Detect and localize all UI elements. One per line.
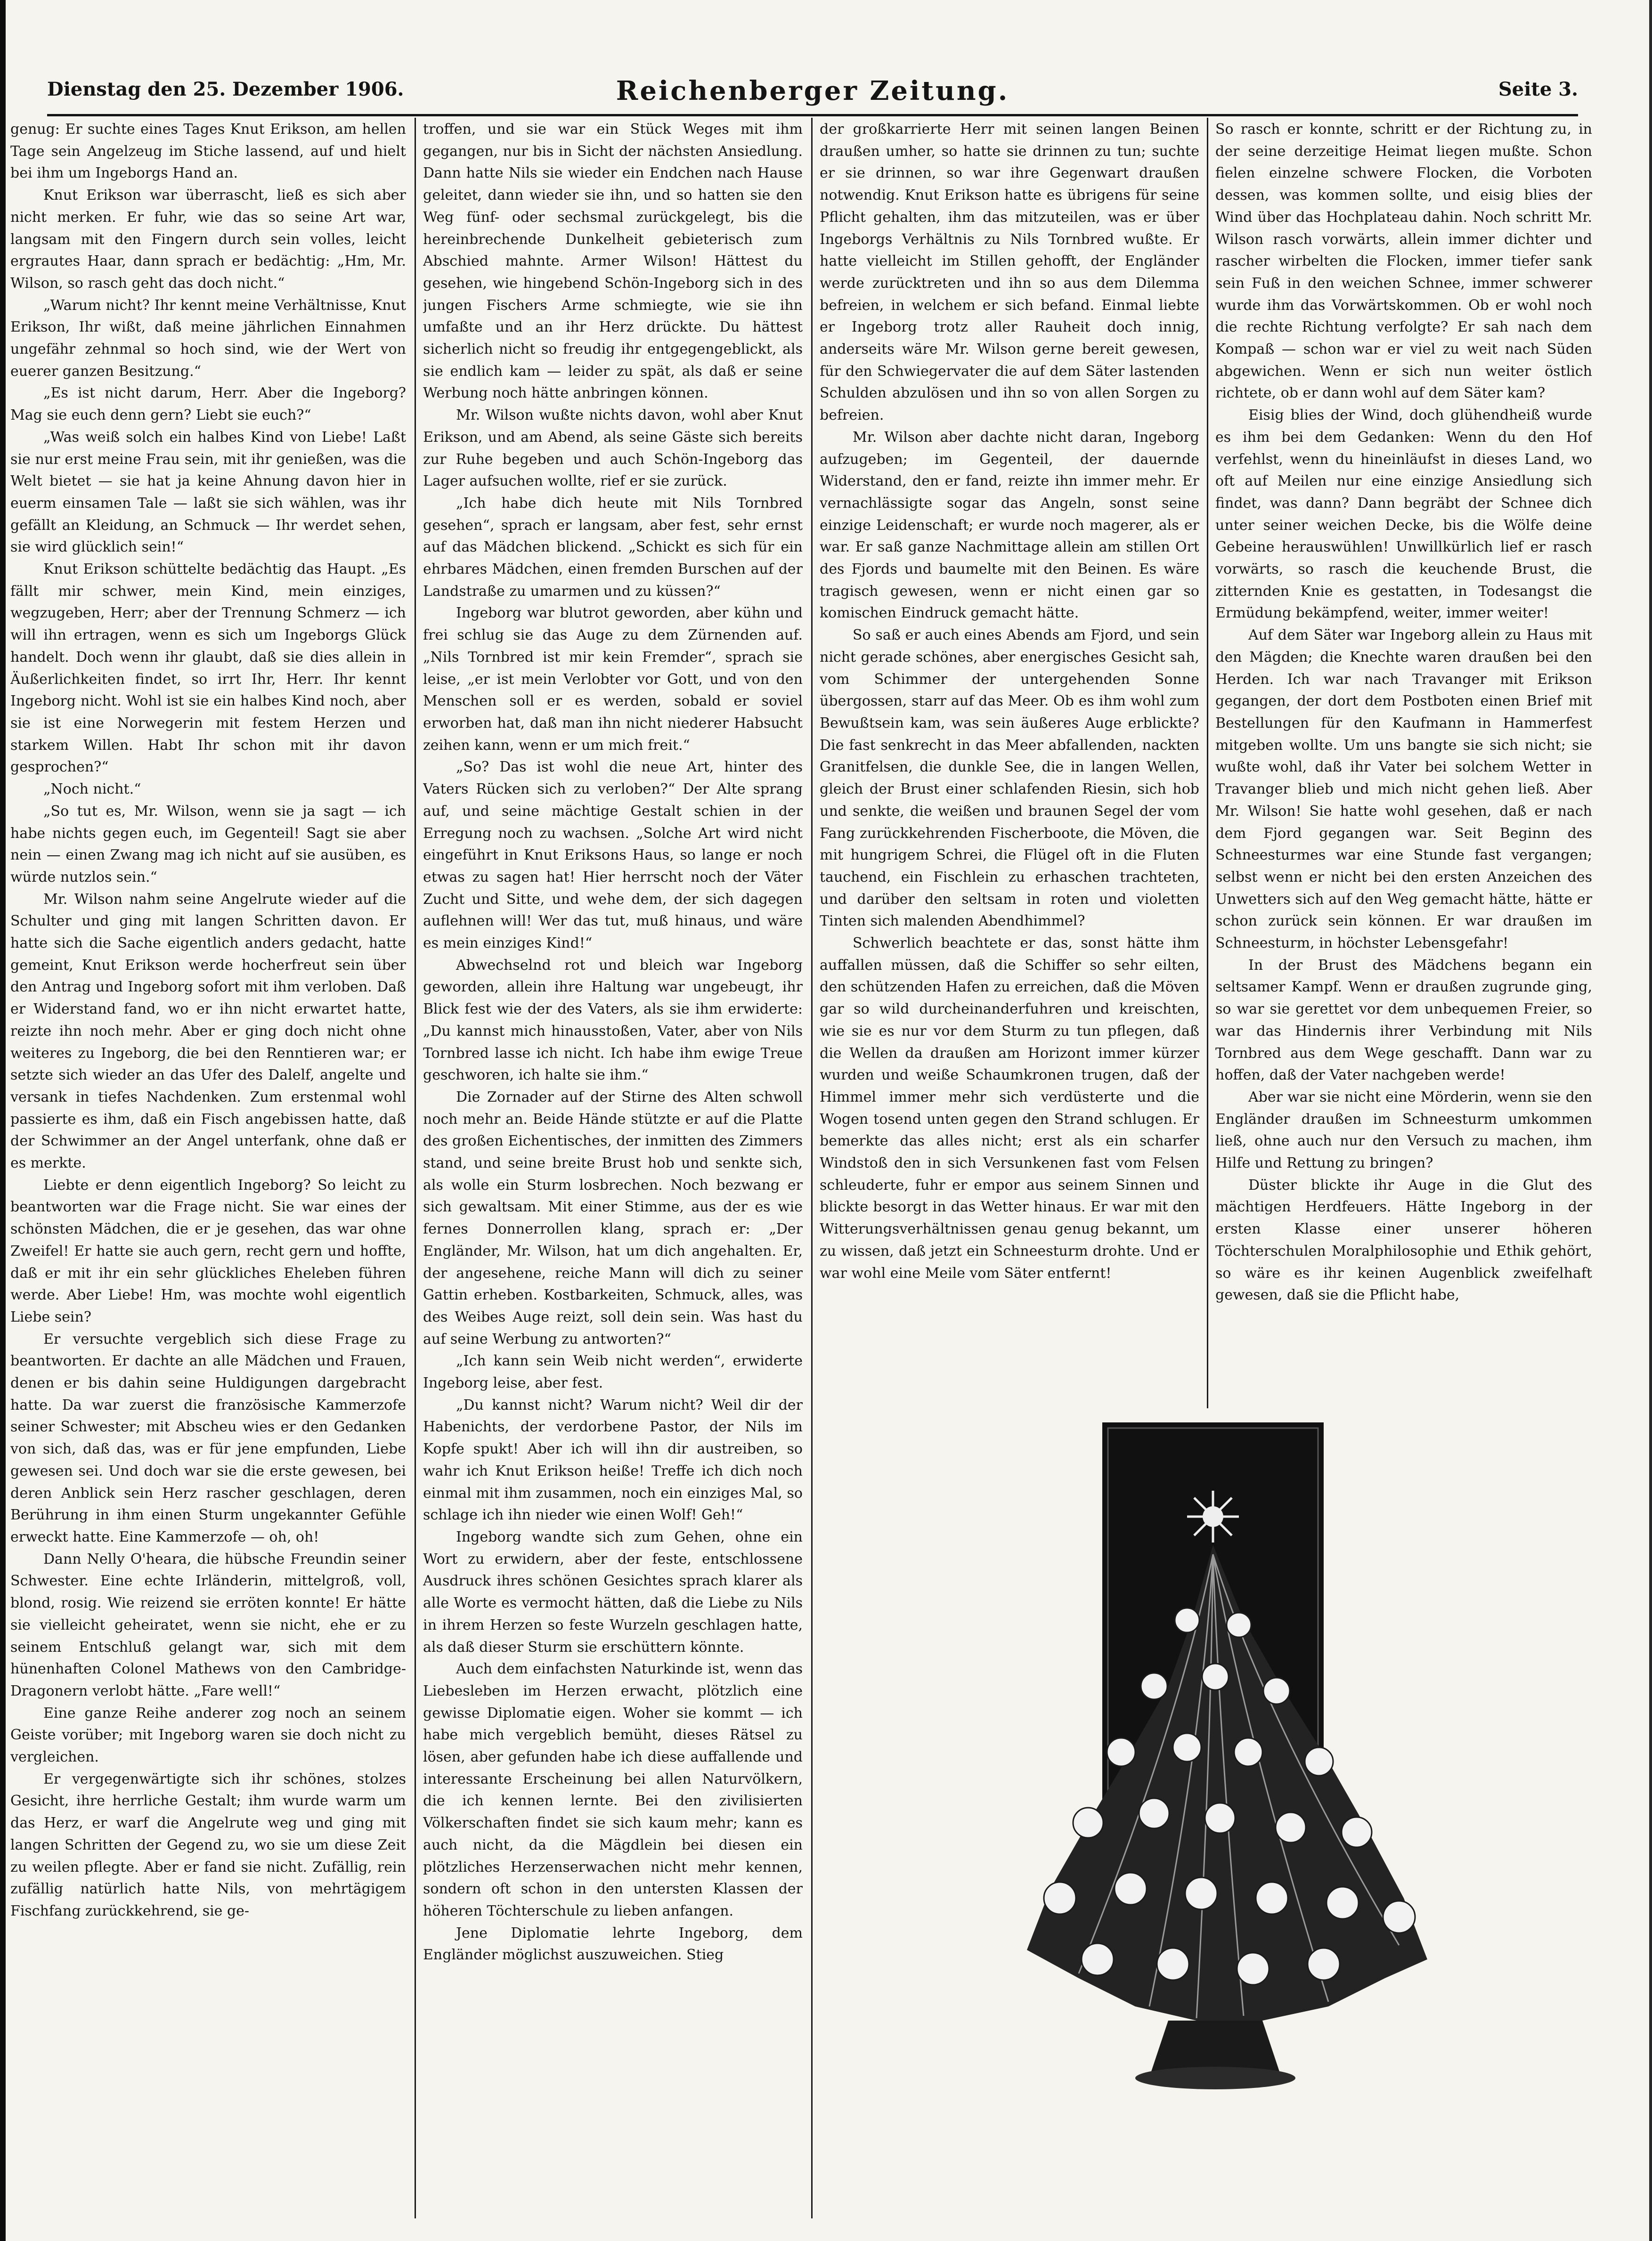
paragraph: Auf dem Säter war Ingeborg allein zu Haus mit den Mägden; die Knechte waren draußen bei den Herden. Ich war nach Travanger mit Erikson gegangen, der dort dem Postboten einen Brief mit Bestellungen für den Kaufmann in Hammerfest mitgeben wollte. Um uns bangte sie sich nicht; sie wußte wohl, daß ihr Vater bei solchem Wetter in Travanger blieb und mich nicht gehen ließ. Aber Mr. Wilson! Sie hatte wohl gesehen, daß er nach dem Fjord gegangen war. Seit Beginn des Schneesturmes war eine Stunde fast vergangen; selbst wenn er nicht bei den ersten Anzeichen des Unwetters sich auf den Weg gemacht hätte, hätte er schon zurück sein können. Er war draußen im Schneesturm, in höchster Lebensgefahr! <box>1215 627 1592 952</box>
paragraph: genug: Er suchte eines Tages Knut Erikson, am hellen Tage sein Angelzeug im Stiche lassend, auf und hielt bei ihm um Ingeborgs Hand an. <box>10 121 406 182</box>
paragraph: Mr. Wilson aber dachte nicht daran, Ingeborg aufzugeben; im Gegenteil, der dauernde Widerstand, den er fand, reizte ihn immer mehr. Er vernachlässigte sogar das Angeln, sonst seine einzige Leidenschaft; er wurde noch magerer, als er war. Er saß ganze Nachmittage allein am stillen Ort des Fjords und baumelte mit den Beinen. Es wäre tragisch gewesen, wenn er nicht einen gar so komischen Eindruck gemacht hätte. <box>820 429 1199 622</box>
paragraph: Mr. Wilson wußte nichts davon, wohl aber Knut Erikson, und am Abend, als seine Gäste sich bereits zur Ruhe begeben und auch Schön-Ingeborg das Lager aufsuchen wollte, rief er sie zurück. <box>423 407 803 490</box>
paragraph: Düster blickte ihr Auge in die Glut des mächtigen Herdfeuers. Hätte Ingeborg in der ersten Klasse einer unserer höheren Töchterschulen Moralphilosophie und Ethik gehört, so wäre es ihr keinen Augenblick zweifelhaft gewesen, daß sie die Pflicht habe, <box>1215 1177 1592 1304</box>
christmas-tree-illustration <box>999 1422 1602 2101</box>
paragraph: Er versuchte vergeblich sich diese Frage zu beantworten. Er dachte an alle Mädchen und Frauen, denen er bis dahin seine Huldigungen dargebracht hatte. Da war zuerst die französische Kammerzofe seiner Schwester; mit Abscheu wies er den Gedanken von sich, daß das, was er für jene empfunden, Liebe gewesen sei. Und doch war sie die erste gewesen, bei deren Anblick sein Herz rascher geschlagen, deren Berührung in ihm einen Sturm ungekannter Gefühle erweckt hatte. Eine Kammerzofe — oh, oh! <box>10 1331 406 1545</box>
newspaper-title: Reichenberger Zeitung. <box>616 75 1009 106</box>
paragraph: „So? Das ist wohl die neue Art, hinter des Vaters Rücken sich zu verloben?“ Der Alte sprang auf, und seine mächtige Gestalt schien in der Erregung noch zu wachsen. „Solche Art wird nicht eingeführt in Knut Eriksons Haus, so lange er noch etwas zu sagen hat! Hier herrscht noch der Väter Zucht und Sitte, und wehe dem, der sich dagegen auflehnen will! Wer das tut, muß hinaus, und wäre es mein einziges Kind!“ <box>423 759 803 952</box>
paragraph: Schwerlich beachtete er das, sonst hätte ihm auffallen müssen, daß die Schiffer so sehr eilten, den schützenden Hafen zu erreichen, daß die Möven gar so wild durcheinanderfuhren und kreischten, wie sie es nur vor dem Sturm zu tun pflegen, daß die Wellen da draußen am Horizont immer kürzer wurden und weiße Schaumkronen trugen, daß der Himmel immer mehr sich verdüsterte und die Wogen tosend unten gegen den Strand schlugen. Er bemerkte das alles nicht; erst als ein scharfer Windstoß den in sich Versunkenen fast vom Felsen schleuderte, fuhr er empor aus seinem Sinnen und blickte besorgt in das Wetter hinaus. Er war mit den Witterungsverhältnissen genau genug bekannt, um zu wissen, daß jetzt ein Schneesturm drohte. Und er war wohl eine Meile vom Säter entfernt! <box>820 935 1199 1282</box>
paragraph: Abwechselnd rot und bleich war Ingeborg geworden, allein ihre Haltung war ungebeugt, ihr Blick fest wie der des Vaters, als sie ihm erwiderte: „Du kannst mich hinausstoßen, Vater, aber von Nils Tornbred lasse ich nicht. Ich habe ihm ewige Treue geschworen, ich halte sie ihm.“ <box>423 957 803 1084</box>
paragraph: troffen, und sie war ein Stück Weges mit ihm gegangen, nur bis in Sicht der nächsten Ansiedlung. Dann hatte Nils sie wieder ein Endchen nach Hause geleitet, dann wieder sie ihn, und so hatten sie den Weg fünf- oder sechsmal zurückgelegt, bis die hereinbrechende Dunkelheit gebieterisch zum Abschied mahnte. Armer Wilson! Hättest du gesehen, wie hingebend Schön-Ingeborg sich in des jungen Fischers Arme schmiegte, wie sie ihn umfaßte und an ihr Herz drückte. Du hättest sicherlich nicht so freudig ihr entgegengeblickt, als sie endlich kam — leider zu spät, als daß er seine Werbung noch hätte anbringen können. <box>423 121 803 402</box>
paragraph: „Ich habe dich heute mit Nils Tornbred gesehen“, sprach er langsam, aber fest, sehr ernst auf das Mädchen blickend. „Schickt es sich für ein ehrbares Mädchen, einen fremden Burschen auf der Landstraße zu umarmen und zu küssen?“ <box>423 495 803 600</box>
paragraph: So saß er auch eines Abends am Fjord, und sein nicht gerade schönes, aber energisches Gesicht sah, vom Schimmer der untergehenden Sonne übergossen, starr auf das Meer. Ob es ihm wohl zum Bewußtsein kam, was sein äußeres Auge erblickte? Die fast senkrecht in das Meer abfallenden, nackten Granitfelsen, die dunkle See, die in langen Wellen, gleich der Brust einer schlafenden Riesin, sich hob und senkte, die weißen und braunen Segel der vom Fang zurückkehrenden Fischerboote, die Möven, die mit hungrigem Schrei, die Flügel oft in die Fluten tauchend, ein Fischlein zu erhaschen trachteten, und darüber den seltsam in roten und violetten Tinten sich malenden Abendhimmel? <box>820 627 1199 930</box>
paragraph: „So tut es, Mr. Wilson, wenn sie ja sagt — ich habe nichts gegen euch, im Gegenteil! Sagt sie aber nein — einen Zwang mag ich nicht auf sie ausüben, es würde nutzlos sein.“ <box>10 803 406 885</box>
paragraph: „Warum nicht? Ihr kennt meine Verhältnisse, Knut Erikson, Ihr wißt, daß meine jährlichen Einnahmen ungefähr zehnmal so hoch sind, wie der Wert von euerer ganzen Besitzung.“ <box>10 297 406 380</box>
paragraph: Auch dem einfachsten Naturkinde ist, wenn das Liebesleben im Herzen erwacht, plötzlich eine gewisse Diplomatie eigen. Woher sie kommt — ich habe mich vergeblich bemüht, dieses Rätsel zu lösen, aber gefunden habe ich diese auffallende und interessante Erscheinung bei allen Naturvölkern, die ich kennen lernte. Bei den zivilisierten Völkerschaften findet sie sich kaum mehr; kann es auch nicht, da die Mägdlein bei diesen ein plötzliches Herzenserwachen nicht mehr kennen, sondern oft schon in den untersten Klassen der höheren Töchterschule zu lieben anfangen. <box>423 1661 803 1919</box>
masthead <box>47 75 1578 116</box>
paragraph: Aber war sie nicht eine Mörderin, wenn sie den Engländer draußen im Schneesturm umkommen ließ, ohne auch nur den Versuch zu machen, ihm Hilfe und Rettung zu bringen? <box>1215 1088 1592 1172</box>
column-rule <box>811 118 813 2218</box>
paragraph: In der Brust des Mädchens begann ein seltsamer Kampf. Wenn er draußen zugrunde ging, so war sie gerettet vor dem unbequemen Freier, so war das Hindernis ihrer Verbindung mit Nils Tornbred aus dem Wege geschafft. Dann war zu hoffen, daß der Vater nachgeben werde! <box>1215 957 1592 1084</box>
column-rule <box>415 118 416 2218</box>
paragraph: Jene Diplomatie lehrte Ingeborg, dem Engländer möglichst auszuweichen. Stieg <box>423 1924 803 1964</box>
article-column-4 <box>1215 119 1592 1409</box>
paragraph: Dann Nelly O'heara, die hübsche Freundin seiner Schwester. Eine echte Irländerin, mittelgroß, voll, blond, rosig. Wie reizend sie erröten konnte! Er hätte sie vielleicht geheiratet, wenn sie nicht, ehe er zu seinem Entschluß gelangt war, sich mit dem hünenhaften Colonel Mathews von den Cambridge-Dragonern verlobt hätte. „Fare well!“ <box>10 1551 406 1699</box>
paragraph: „Du kannst nicht? Warum nicht? Weil dir der Habenichts, der verdorbene Pastor, der Nils im Kopfe spukt! Aber ich will ihn dir austreiben, so wahr ich Knut Erikson heiße! Treffe ich dich noch einmal mit ihm zusammen, noch ein einziges Mal, so schlage ich ihn nieder wie einen Wolf! Geh!“ <box>423 1397 803 1524</box>
article-column-1 <box>10 119 406 2219</box>
paragraph: So rasch er konnte, schritt er der Richtung zu, in der seine derzeitige Heimat liegen mußte. Schon fielen einzelne schwere Flocken, die Vorboten dessen, was kommen sollte, und eisig blies der Wind über das Hochplateau dahin. Noch schritt Mr. Wilson rasch vorwärts, allein immer dichter und rascher wirbelten die Flocken, immer tiefer sank sein Fuß in den weichen Schnee, immer schwerer wurde ihm das Vorwärtskommen. Ob er wohl noch die rechte Richtung verfolgte? Er sah nach dem Kompaß — schon war er viel zu weit nach Süden abgewichen. Wenn er sich nun weiter östlich richtete, ob er dann wohl auf dem Säter kam? <box>1215 121 1592 402</box>
page-number: Seite 3. <box>1498 78 1578 100</box>
column-rule <box>1207 118 1208 1408</box>
article-column-2 <box>423 119 803 2219</box>
paragraph: Mr. Wilson nahm seine Angelrute wieder auf die Schulter und ging mit langen Schritten davon. Er hatte sich die Sache eigentlich anders gedacht, hatte gemeint, Knut Erikson werde hocherfreut sein über den Antrag und Ingeborg sofort mit ihm verloben. Daß er Widerstand fand, wo er ihn nicht erwartet hatte, reizte ihn noch mehr. Aber er ging doch nicht ohne weiteres zu Ingeborg, die bei den Renntieren war; er setzte sich wieder an das Ufer des Dalelf, angelte und versank in tiefes Nachdenken. Zum erstenmal wohl passierte es ihm, daß ein Fisch angebissen hatte, daß der Schwimmer an der Angel unterfank, ohne daß er es merkte. <box>10 891 406 1172</box>
paragraph: „Ich kann sein Weib nicht werden“, erwiderte Ingeborg leise, aber fest. <box>423 1353 803 1392</box>
paragraph: Eine ganze Reihe anderer zog noch an seinem Geiste vorüber; mit Ingeborg waren sie doch nicht zu vergleichen. <box>10 1705 406 1766</box>
paragraph: Knut Erikson war überrascht, ließ es sich aber nicht merken. Er fuhr, wie das so seine Art war, langsam mit den Fingern durch sein volles, leicht ergrautes Haar, dann sprach er bedächtig: „Hm, Mr. Wilson, so rasch geht das doch nicht.“ <box>10 187 406 292</box>
paragraph: „Noch nicht.“ <box>43 781 141 798</box>
scan-edge-right <box>1649 0 1652 2241</box>
paragraph: Knut Erikson schüttelte bedächtig das Haupt. „Es fällt mir schwer, mein Kind, mein einziges, wegzugeben, Herr; aber der Trennung Schmerz — ich will ihn ertragen, wenn es sich um Ingeborgs Glück handelt. Doch wenn ihr glaubt, daß sie dies allein in Äußerlichkeiten findet, so irrt Ihr, Herr. Ihr kennt Ingeborg nicht. Wohl ist sie ein halbes Kind noch, aber sie ist eine Norwegerin mit festem Herzen und starkem Willen. Habt Ihr schon mit ihr davon gesprochen?“ <box>10 561 406 776</box>
paragraph: der großkarrierte Herr mit seinen langen Beinen draußen umher, so hatte sie drinnen zu tun; suchte er sie drinnen, so war ihre Gegenwart draußen notwendig. Knut Erikson hatte es übrigens für seine Pflicht gehalten, ihm das mitzuteilen, was er über Ingeborgs Verhältnis zu Nils Tornbred wußte. Er hatte vielleicht im Stillen gehofft, der Engländer werde zurücktreten und ihn so aus dem Dilemma befreien, in welchem er sich befand. Einmal liebte er Ingeborg trotz aller Rauheit doch innig, anderseits wäre Mr. Wilson gerne bereit gewesen, für den Schwiegervater die auf dem Säter lastenden Schulden abzulösen und ihn so von allen Sorgen zu befreien. <box>820 121 1199 424</box>
paragraph: Eisig blies der Wind, doch glühendheiß wurde es ihm bei dem Gedanken: Wenn du den Hof verfehlst, wenn du hineinläufst in dieses Land, wo oft auf Meilen nur eine einzige Ansiedlung sich findet, was dann? Dann begräbt der Schnee dich unter seiner weichen Decke, bis die Wölfe deine Gebeine herauswühlen! Unwillkürlich lief er rasch vorwärts, so rasch die keuchende Brust, die zitternden Knie es gestatten, in Todesangst die Ermüdung bekämpfend, weiter, immer weiter! <box>1215 407 1592 622</box>
article-column-3 <box>820 119 1199 1409</box>
paragraph: Ingeborg war blutrot geworden, aber kühn und frei schlug sie das Auge zu dem Zürnenden auf. „Nils Tornbred ist mir kein Fremder“, sprach sie leise, „er ist mein Verlobter vor Gott, und von den Menschen soll er es werden, sobald er soviel erworben hat, daß man ihn nicht niederer Habsucht zeihen kann, wenn er um mich freit.“ <box>423 605 803 754</box>
paragraph: „Was weiß solch ein halbes Kind von Liebe! Laßt sie nur erst meine Frau sein, mit ihr genießen, was die Welt bietet — sie hat ja keine Ahnung davon hier in euerm einsamen Tale — laßt sie sich wählen, was ihr gefällt an Kleidung, an Schmuck — Ihr werdet sehen, sie wird glücklich sein!“ <box>10 429 406 556</box>
paragraph: „Es ist nicht darum, Herr. Aber die Ingeborg? Mag sie euch denn gern? Liebt sie euch?“ <box>10 385 406 424</box>
christmas-tree-drawing <box>999 1422 1602 2101</box>
star-icon <box>1187 1491 1239 1543</box>
paragraph: Die Zornader auf der Stirne des Alten schwoll noch mehr an. Beide Hände stützte er auf die Platte des großen Eichentisches, der inmitten des Zimmers stand, und seine breite Brust hob und senkte sich, als wolle ein Sturm losbrechen. Noch bezwang er sich gewaltsam. Mit einer Stimme, aus der es wie fernes Donnerrollen klang, sprach er: „Der Engländer, Mr. Wilson, hat um dich angehalten. Er, der angesehene, reiche Mann will dich zu seiner Gattin erheben. Kostbarkeiten, Schmuck, alles, was des Weibes Auge reizt, soll dein sein. Was hast du auf seine Werbung zu antworten?“ <box>423 1088 803 1348</box>
paragraph: Ingeborg wandte sich zum Gehen, ohne ein Wort zu erwidern, aber der feste, entschlossene Ausdruck ihres schönen Gesichtes sprach klarer als alle Worte es vermocht hätten, daß die Liebe zu Nils in ihrem Herzen so feste Wurzeln geschlagen hatte, als daß dieser Sturm sie erschüttern könnte. <box>423 1529 803 1656</box>
issue-date: Dienstag den 25. Dezember 1906. <box>47 78 404 100</box>
paragraph: Er vergegenwärtigte sich ihr schönes, stolzes Gesicht, ihre herrliche Gestalt; ihm wurde warm um das Herz, er warf die Angelrute weg und ging mit langen Schritten der Gegend zu, wo sie um diese Zeit zu weilen pflegte. Aber er fand sie nicht. Zufällig, rein zufällig natürlich hatte Nils, von mehrtägigem Fischfang zurückkehrend, sie ge- <box>10 1770 406 1919</box>
paragraph: Liebte er denn eigentlich Ingeborg? So leicht zu beantworten war die Frage nicht. Sie war eines der schönsten Mädchen, die er je gesehen, das war ohne Zweifel! Er hatte sie auch gern, recht gern und hoffte, daß er mit ihr ein sehr glückliches Eheleben führen werde. Aber Liebe! Hm, was mochte wohl eigentlich Liebe sein? <box>10 1177 406 1325</box>
scan-edge-left <box>0 0 6 2241</box>
